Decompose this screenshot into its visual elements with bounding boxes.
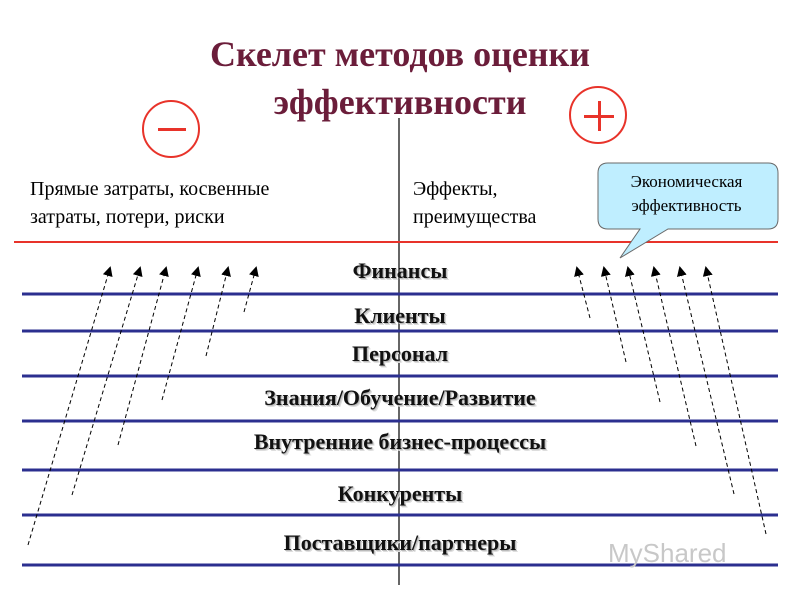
band-label-knowledge: Знания/Обучение/Развитие xyxy=(264,385,536,410)
watermark-logo: MyShared xyxy=(608,538,727,568)
band-label-staff: Персонал xyxy=(351,341,449,366)
title-line-1: Скелет методов оценки xyxy=(209,34,591,74)
minus-icon xyxy=(142,100,200,158)
band-label-suppliers: Поставщики/партнеры xyxy=(283,530,517,555)
costs-line-1: Прямые затраты, косвенные xyxy=(30,178,270,200)
benefits-text xyxy=(413,175,536,231)
callout-line-1: Экономическая xyxy=(630,172,743,191)
callout-line-2: эффективность xyxy=(631,196,742,215)
economic-efficiency-callout xyxy=(596,162,778,260)
arrow-left-4 xyxy=(162,268,198,400)
band-label-clients: Клиенты xyxy=(354,303,446,328)
band-label-processes: Внутренние бизнес-процессы xyxy=(253,429,547,454)
title-line-2: эффективности xyxy=(273,82,527,122)
arrow-right-3 xyxy=(628,268,660,402)
benefits-line-1: Эффекты, xyxy=(413,178,498,200)
costs-text xyxy=(30,175,269,231)
band-label-finance: Финансы xyxy=(352,258,448,283)
plus-icon xyxy=(569,86,627,144)
costs-line-2: затраты, потери, риски xyxy=(30,206,225,228)
benefits-line-2: преимущества xyxy=(413,206,537,228)
band-label-competitors: Конкуренты xyxy=(337,481,463,506)
